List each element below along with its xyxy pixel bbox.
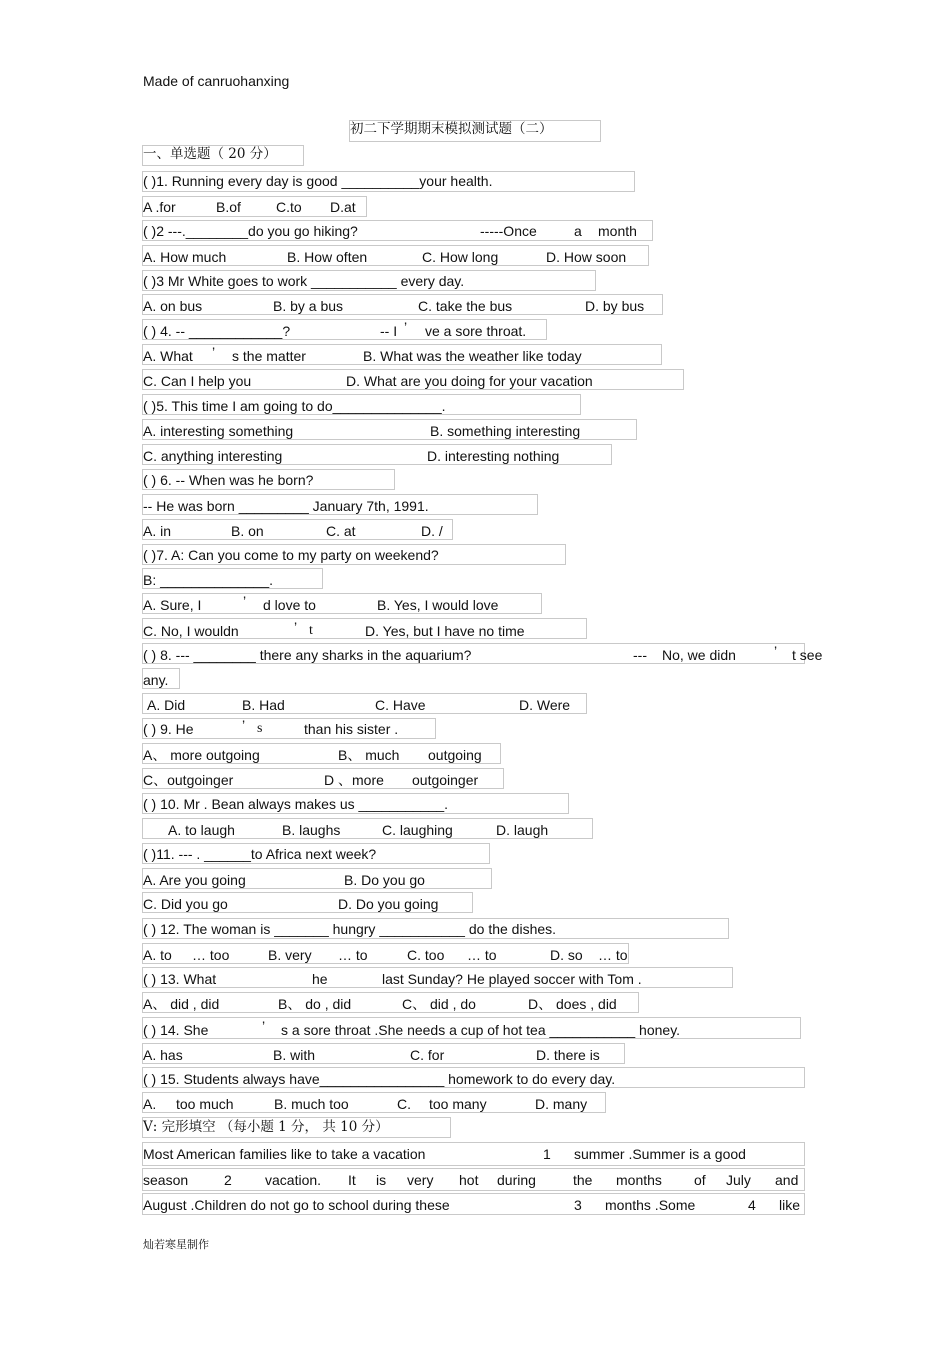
q4-stem: ( ) 4. -- ____________? — [143, 323, 291, 339]
q12-option-c-start: C. too — [407, 947, 445, 963]
q7-option-c-end: t — [309, 623, 313, 638]
q14-stem-rest: s a sore throat .She needs a cup of hot tea ___________ honey. — [281, 1022, 681, 1038]
passage-line2-word: season — [143, 1172, 189, 1188]
q14-option-a: A. has — [143, 1047, 183, 1063]
q2-option-d: D. How soon — [546, 249, 627, 265]
q9-stem: ( ) 9. He — [143, 721, 194, 737]
q14-apostrophe: ’ — [262, 1018, 266, 1034]
section-heading-single-choice: 一、单选题（ 20 分） — [143, 146, 277, 162]
q12-option-a-start: A. to — [143, 947, 172, 963]
q3-option-d: D. by bus — [585, 298, 645, 314]
q13-option-a: A、 did , did — [143, 996, 220, 1012]
q8-reply-apostrophe: ’ — [774, 643, 778, 659]
q7-option-a-apostrophe: ’ — [243, 593, 247, 609]
q3-option-a: A. on bus — [143, 298, 203, 314]
passage-line2-word: It — [348, 1172, 356, 1188]
passage-line2-word: very — [407, 1172, 434, 1188]
q5-option-b: B. something interesting — [430, 423, 581, 439]
passage-line2-word: months — [616, 1172, 662, 1188]
q8-reply-dashes: --- — [633, 647, 647, 663]
q4-reply: -- I — [380, 323, 398, 339]
q9-apostrophe: ’ — [242, 717, 246, 733]
q9-stem-rest: than his sister . — [304, 721, 399, 737]
q5-option-c: C. anything interesting — [143, 448, 283, 464]
q4-option-a-start: A. What — [143, 348, 193, 364]
q4-option-d: D. What are you doing for your vacation — [346, 373, 593, 389]
section-heading-cloze: Ⅴ: 完形填空 （每小题 1 分， 共 10 分） — [143, 1119, 389, 1135]
q5-option-a: A. interesting something — [143, 423, 294, 439]
q3-option-b: B. by a bus — [273, 298, 344, 314]
q8-stem: ( ) 8. --- ________ there any sharks in the aquarium? — [143, 647, 472, 663]
q7-option-c-start: C. No, I wouldn — [143, 623, 239, 639]
q7-stem: ( )7. A: Can you come to my party on weekend? — [143, 547, 439, 563]
q2-stem: ( )2 ---.________do you go hiking? — [143, 223, 358, 239]
q10-option-d: D. laugh — [496, 822, 549, 838]
q15-option-c-end: too many — [429, 1096, 487, 1112]
passage-blank-3: 3 — [574, 1197, 582, 1213]
q2-reply-a: a — [574, 223, 582, 239]
q15-option-b: B. much too — [274, 1096, 349, 1112]
q4-option-a-apostrophe: ’ — [212, 344, 216, 360]
q6-line2: -- He was born _________ January 7th, 1991. — [143, 498, 429, 514]
q9-s: s — [257, 721, 263, 736]
passage-line3-start: August .Children do not go to school during these — [143, 1197, 450, 1213]
q8-option-d: D. Were — [519, 697, 571, 713]
q8-option-b: B. Had — [242, 697, 285, 713]
q6-option-c: C. at — [326, 523, 356, 539]
q2-option-b: B. How often — [287, 249, 368, 265]
q14-option-c: C. for — [410, 1047, 445, 1063]
passage-blank-4: 4 — [748, 1197, 756, 1213]
q4-option-b: B. What was the weather like today — [363, 348, 582, 364]
q9-option-c: C、outgoinger — [143, 772, 234, 788]
passage-line1-start: Most American families like to take a vacation — [143, 1146, 426, 1162]
q6-options-box — [142, 519, 453, 540]
q4-option-c: C. Can I help you — [143, 373, 252, 389]
passage-line2-word: during — [497, 1172, 536, 1188]
passage-line2-word: vacation. — [265, 1172, 322, 1188]
q9-option-d-start: D 、more — [324, 772, 384, 788]
q8-option-a: A. Did — [147, 697, 186, 713]
q12-option-b-start: B. very — [268, 947, 312, 963]
q1-option-d: D.at — [330, 199, 356, 215]
q1-option-b: B.of — [216, 199, 241, 215]
q13-option-c: C、 did , do — [402, 996, 476, 1012]
passage-line2-word: hot — [459, 1172, 479, 1188]
q9-option-b-start: B、 much — [338, 747, 400, 763]
q6-stem: ( ) 6. -- When was he born? — [143, 472, 314, 488]
q12-option-c-end: … to — [467, 947, 497, 963]
q8-reply: No, we didn — [662, 647, 736, 663]
q11-option-a: A. Are you going — [143, 872, 246, 888]
passage-line3-end: like — [779, 1197, 801, 1213]
q15-option-a-start: A. — [143, 1096, 157, 1112]
header-made-of: Made of canruohanxing — [143, 73, 290, 89]
q10-option-c: C. laughing — [382, 822, 453, 838]
q8-continuation: any. — [143, 672, 169, 688]
q7-line2: B: ______________. — [143, 572, 274, 588]
q9-option-b-end: outgoing — [428, 747, 482, 763]
q4-apostrophe: ’ — [404, 319, 408, 335]
passage-blank-1: 1 — [543, 1146, 551, 1162]
q12-option-d-end: … to — [598, 947, 628, 963]
q14-option-b: B. with — [273, 1047, 316, 1063]
q7-option-b: B. Yes, I would love — [377, 597, 499, 613]
q12-stem: ( ) 12. The woman is _______ hungry ___________ do the dishes. — [143, 921, 557, 937]
q4-option-a-end: s the matter — [232, 348, 306, 364]
passage-line2-word: the — [573, 1172, 593, 1188]
q8-reply-end: t see — [792, 647, 823, 663]
q3-option-c: C. take the bus — [418, 298, 513, 314]
q15-option-d: D. many — [535, 1096, 588, 1112]
q13-option-b: B、 do , did — [278, 996, 352, 1012]
q3-stem: ( )3 Mr White goes to work ___________ every day. — [143, 273, 465, 289]
q15-stem: ( ) 15. Students always have________________ homework to do every day. — [143, 1071, 616, 1087]
q10-stem: ( ) 10. Mr . Bean always makes us ___________. — [143, 796, 449, 812]
q14-stem: ( ) 14. She — [143, 1022, 209, 1038]
q12-option-d-start: D. so — [550, 947, 583, 963]
q7-option-c-apostrophe: ’ — [294, 619, 298, 635]
footer-made-by: 灿若寒星制作 — [143, 1238, 209, 1251]
passage-line2-word: of — [694, 1172, 706, 1188]
q2-reply-month: month — [598, 223, 637, 239]
q10-option-b: B. laughs — [282, 822, 341, 838]
q10-option-a: A. to laugh — [168, 822, 235, 838]
q2-option-c: C. How long — [422, 249, 499, 265]
q13-he: he — [312, 971, 328, 987]
q12-option-a-end: … too — [192, 947, 230, 963]
page-title: 初二下学期期末模拟测试题（二） — [350, 121, 553, 137]
q4-reply-rest: ve a sore throat. — [425, 323, 527, 339]
q1-option-c: C.to — [276, 199, 302, 215]
q13-stem-rest: last Sunday? He played soccer with Tom . — [382, 971, 642, 987]
q9-option-a: A、 more outgoing — [143, 747, 260, 763]
q1-option-a: A .for — [143, 199, 176, 215]
q7-option-a-end: d love to — [263, 597, 316, 613]
passage-line1-end: summer .Summer is a good — [574, 1146, 746, 1162]
q6-option-a: A. in — [143, 523, 172, 539]
q13-stem: ( ) 13. What — [143, 971, 217, 987]
q7-option-d: D. Yes, but I have no time — [365, 623, 525, 639]
q2-reply: -----Once — [480, 223, 537, 239]
passage-line3-middle: months .Some — [605, 1197, 696, 1213]
q14-option-d: D. there is — [536, 1047, 600, 1063]
q11-stem: ( )11. --- . ______to Africa next week? — [143, 846, 377, 862]
q11-option-c: C. Did you go — [143, 896, 228, 912]
q11-option-b: B. Do you go — [344, 872, 425, 888]
q8-option-c: C. Have — [375, 697, 426, 713]
q11-option-d: D. Do you going — [338, 896, 439, 912]
passage-line2-word: is — [376, 1172, 387, 1188]
q12-option-b-end: … to — [338, 947, 368, 963]
q15-option-c-start: C. — [397, 1096, 411, 1112]
q1-stem: ( )1. Running every day is good __________your health. — [143, 173, 493, 189]
q15-option-a-end: too much — [176, 1096, 234, 1112]
q7-option-a-start: A. Sure, I — [143, 597, 202, 613]
q5-option-d: D. interesting nothing — [427, 448, 560, 464]
q6-option-d: D. / — [421, 523, 443, 539]
q6-option-b: B. on — [231, 523, 264, 539]
q13-option-d: D、 does , did — [528, 996, 617, 1012]
q5-stem: ( )5. This time I am going to do______________. — [143, 398, 446, 414]
passage-line2-word: and — [775, 1172, 799, 1188]
q9-option-d-end: outgoinger — [412, 772, 479, 788]
q2-option-a: A. How much — [143, 249, 227, 265]
passage-line2-word: July — [726, 1172, 751, 1188]
passage-blank-2: 2 — [224, 1172, 232, 1188]
